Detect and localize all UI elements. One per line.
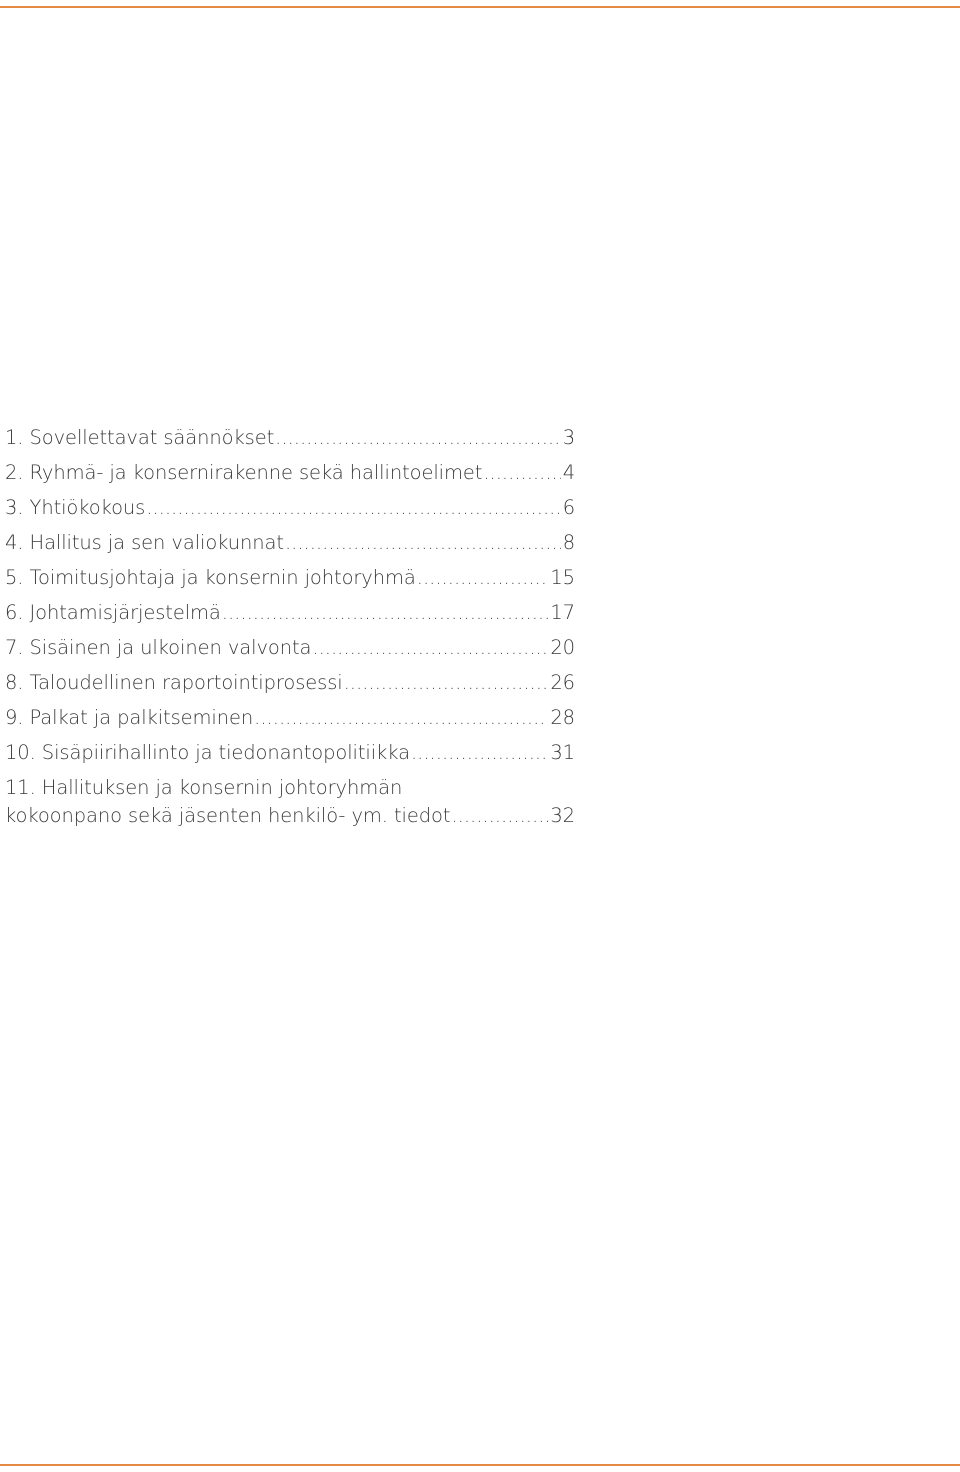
dot-leader — [411, 739, 548, 766]
dot-leader — [344, 669, 549, 696]
toc-item-page: 31 — [550, 741, 575, 764]
toc-item-7[interactable] — [5, 634, 575, 669]
toc-item-page: 15 — [550, 566, 575, 589]
dot-leader — [222, 599, 549, 626]
toc-item-11[interactable] — [5, 774, 575, 829]
toc-item-label: 8. Taloudellinen raportointiprosessi — [5, 671, 343, 694]
dot-leader — [254, 704, 548, 731]
toc-item-label: 9. Palkat ja palkitseminen — [5, 706, 254, 729]
dot-leader — [483, 459, 560, 486]
toc-item-4[interactable] — [5, 529, 575, 564]
toc-item-6[interactable] — [5, 599, 575, 634]
toc-item-page: 26 — [550, 671, 575, 694]
toc-item-5[interactable] — [5, 564, 575, 599]
toc-item-label: 3. Yhtiökokous — [5, 496, 146, 519]
dot-leader — [146, 494, 560, 521]
bottom-accent-rule — [0, 1464, 960, 1466]
toc-item-label: 2. Ryhmä- ja konsernirakenne sekä hallintoelimet — [5, 461, 483, 484]
toc-item-label: 4. Hallitus ja sen valiokunnat — [5, 531, 284, 554]
toc-item-label: 7. Sisäinen ja ulkoinen valvonta — [5, 636, 312, 659]
table-of-contents — [5, 424, 575, 829]
toc-item-10[interactable] — [5, 739, 575, 774]
toc-item-page: 8 — [562, 531, 575, 554]
toc-item-label: 1. Sovellettavat säännökset — [5, 426, 275, 449]
toc-item-1[interactable] — [5, 424, 575, 459]
dot-leader — [417, 564, 549, 591]
toc-item-page: 28 — [550, 706, 575, 729]
dot-leader — [312, 634, 548, 661]
dot-leader — [275, 424, 561, 451]
toc-item-label-line2: kokoonpano sekä jäsenten henkilö- ym. tiedot — [5, 804, 451, 827]
toc-item-page: 20 — [550, 636, 575, 659]
dot-leader — [451, 802, 548, 829]
dot-leader — [285, 529, 561, 556]
top-accent-rule — [0, 6, 960, 8]
toc-item-3[interactable] — [5, 494, 575, 529]
toc-item-line2 — [5, 802, 575, 829]
toc-item-label: 6. Johtamisjärjestelmä — [5, 601, 221, 624]
toc-item-2[interactable] — [5, 459, 575, 494]
toc-item-label: 10. Sisäpiirihallinto ja tiedonantopolitiikka — [5, 741, 410, 764]
toc-item-label: 5. Toimitusjohtaja ja konsernin johtoryhmä — [5, 566, 416, 589]
toc-item-page: 17 — [550, 601, 575, 624]
toc-item-label-line1: 11. Hallituksen ja konsernin johtoryhmän — [5, 776, 403, 799]
toc-item-page: 6 — [562, 496, 575, 519]
toc-item-8[interactable] — [5, 669, 575, 704]
toc-item-page: 4 — [562, 461, 575, 484]
toc-item-page: 3 — [562, 426, 575, 449]
toc-item-page: 32 — [550, 804, 575, 827]
toc-item-9[interactable] — [5, 704, 575, 739]
